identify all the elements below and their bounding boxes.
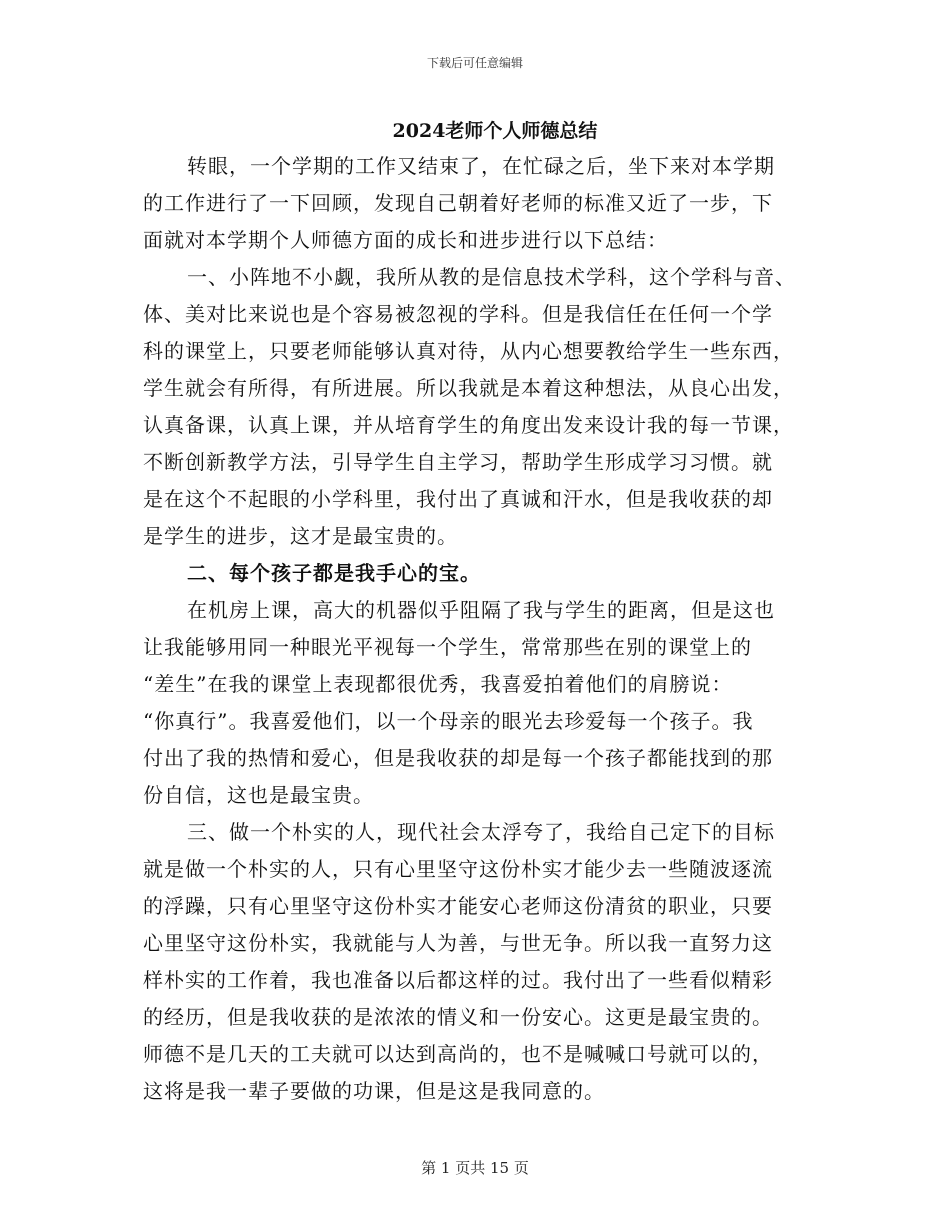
document-title: 2024老师个人师德总结 (392, 120, 598, 142)
text-line: 认真备课，认真上课，并从培育学生的角度出发来设计我的每一节课， (143, 413, 794, 437)
section-heading-two (143, 555, 803, 592)
text-line: 样朴实的工作着，我也准备以后都这样的过。我付出了一些看似精彩 (143, 968, 773, 992)
text-line: 三、做一个朴实的人，现代社会太浮夸了，我给自己定下的目标 (187, 820, 775, 844)
text-line: 面就对本学期个人师德方面的成长和进步进行以下总结： (143, 228, 668, 252)
text-line: 转眼，一个学期的工作又结束了，在忙碌之后，坐下来对本学期 (187, 154, 775, 178)
text-line: “你真行”。我喜爱他们，以一个母亲的眼光去珍爱每一个孩子。我 (143, 709, 754, 733)
text-line: 份自信，这也是最宝贵。 (143, 783, 374, 807)
page-header-note: 下载后可任意编辑 (426, 56, 523, 70)
text-line: 付出了我的热情和爱心，但是我收获的却是每一个孩子都能找到的那 (143, 746, 773, 770)
text-line: 在机房上课，高大的机器似乎阻隔了我与学生的距离，但是这也 (187, 598, 775, 622)
text-line: 让我能够用同一种眼光平视每一个学生，常常那些在别的课堂上的 (143, 635, 752, 659)
paragraph-section-three (143, 814, 803, 1110)
text-line: 体、美对比来说也是个容易被忽视的学科。但是我信任在任何一个学 (143, 302, 773, 326)
text-line: 心里坚守这份朴实，我就能与人为善，与世无争。所以我一直努力这 (143, 931, 773, 955)
text-line: 学生就会有所得，有所进展。所以我就是本着这种想法，从良心出发， (143, 376, 794, 400)
text-line: 就是做一个朴实的人，只有心里坚守这份朴实才能少去一些随波逐流 (143, 857, 773, 881)
text-line: 这将是我一辈子要做的功课，但是这是我同意的。 (143, 1079, 605, 1103)
text-line: 是学生的进步，这才是最宝贵的。 (143, 524, 458, 548)
document-body (143, 148, 803, 1110)
text-line: 二、每个孩子都是我手心的宝。 (187, 561, 481, 585)
text-line: 不断创新教学方法，引导学生自主学习，帮助学生形成学习习惯。就 (143, 450, 773, 474)
paragraph-section-two (143, 592, 803, 814)
text-line: 的浮躁，只有心里坚守这份朴实才能安心老师这份清贫的职业，只要 (143, 894, 773, 918)
text-line: 师德不是几天的工夫就可以达到高尚的，也不是喊喊口号就可以的， (143, 1042, 773, 1066)
paragraph-intro (143, 148, 803, 259)
text-line: 科的课堂上，只要老师能够认真对待，从内心想要教给学生一些东西， (143, 339, 794, 363)
text-line: 是在这个不起眼的小学科里，我付出了真诚和汗水，但是我收获的却 (143, 487, 773, 511)
text-line: 的经历，但是我收获的是浓浓的情义和一份安心。这更是最宝贵的。 (143, 1005, 773, 1029)
text-line: 一、小阵地不小觑，我所从教的是信息技术学科，这个学科与音、 (187, 265, 796, 289)
text-line: 的工作进行了一下回顾，发现自己朝着好老师的标准又近了一步，下 (143, 191, 773, 215)
text-line: “差生”在我的课堂上表现都很优秀，我喜爱拍着他们的肩膀说： (143, 672, 733, 696)
page-number-footer: 第 1 页共 15 页 (421, 1159, 529, 1177)
paragraph-section-one (143, 259, 803, 555)
